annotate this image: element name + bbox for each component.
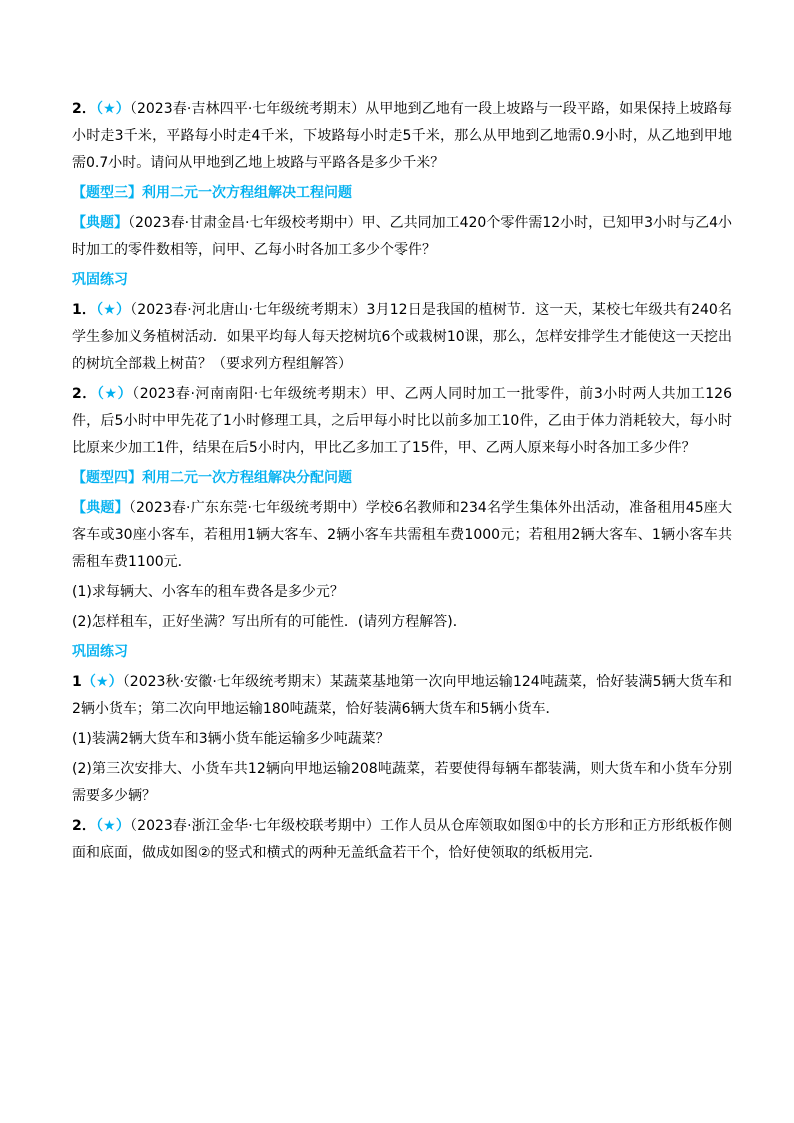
question-2-b [72, 381, 732, 462]
question-1-b [72, 297, 732, 378]
section-heading-type3: 【题型三】利用二元一次方程组解决工程问题 [72, 185, 352, 201]
question-source: （2023春·广东东莞·七年级统考期中） [128, 500, 366, 516]
sub-question: (1)求每辆大、小客车的租车费各是多少元？ [72, 584, 344, 600]
question-text: 某蔬菜基地第一次向甲地运输124吨蔬菜，恰好装满5辆大货车和2辆小货车；第二次向甲地运输180吨蔬菜，恰好装满6辆大货车和5辆小货车． [72, 674, 732, 717]
question-text: 学校6名教师和234名学生集体外出活动，准备租用45座大客车或30座小客车，若租用1辆大客车、2辆小客车共需租车费1000元；若租用2辆大客车、1辆小客车共需租车费1100元． [72, 500, 733, 570]
question-text: 甲、乙共同加工420个零件需12小时，已知甲3小时与乙4小时加工的零件数相等，问甲、乙每小时各加工多少个零件？ [72, 215, 733, 258]
question-source: （2023秋·安徽·七年级统考期末） [122, 674, 330, 690]
question-source: （2023春·河北唐山·七年级统考期末） [130, 302, 367, 318]
question-2-c [72, 813, 732, 867]
question-text: 从甲地到乙地有一段上坡路与一段平路，如果保持上坡路每小时走3千米，平路每小时走4千米，下坡路每小时走5千米，那么从甲地到乙地需0.9小时，从乙地到甲地需0.7小时。请问从甲地到乙地上坡路与平路各是多少千米？ [72, 101, 733, 171]
example-label: 【典题】 [72, 500, 129, 516]
difficulty-star: （★） [96, 386, 133, 402]
question-text: 工作人员从仓库领取如图①中的长方形和正方形纸板作侧面和底面，做成如图②的竖式和横式的两种无盖纸盒若干个，恰好使领取的纸板用完． [72, 818, 732, 861]
difficulty-star: （★） [81, 674, 123, 690]
sub-question: (1)装满2辆大货车和3辆小货车能运输多少吨蔬菜？ [72, 731, 390, 747]
question-source: （2023春·吉林四平·七年级统考期末） [129, 101, 366, 117]
question-2-a [72, 96, 732, 177]
question-1-c [72, 669, 732, 723]
question-source: （2023春·河南南阳·七年级统考期末） [132, 386, 376, 402]
question-number: 2． [72, 386, 97, 402]
difficulty-star: （★） [95, 101, 130, 117]
question-source: （2023春·浙江金华·七年级校联考期中） [130, 818, 381, 834]
example-problem-type3 [72, 210, 732, 264]
question-number: 1 [72, 674, 82, 690]
section-heading-type4: 【题型四】利用二元一次方程组解决分配问题 [72, 470, 352, 486]
difficulty-star: （★） [96, 302, 131, 318]
question-text: 3月12日是我国的植树节．这一天，某校七年级共有240名学生参加义务植树活动．如果平均每人每天挖树坑6个或栽树10课，那么，怎样安排学生才能使这一天挖出的树坑全部栽上树苗？（要求列方程组解答） [72, 302, 732, 372]
section-heading-practice-2: 巩固练习 [72, 644, 128, 660]
question-number: 2． [72, 101, 96, 117]
example-problem-type4 [72, 495, 732, 576]
sub-question: (2)第三次安排大、小货车共12辆向甲地运输208吨蔬菜，若要使得每辆车都装满，则大货车和小货车分别需要多少辆？ [72, 761, 732, 804]
document-content [72, 96, 732, 870]
question-number: 1． [72, 302, 97, 318]
question-source: （2023春·甘肃金昌·七年级校考期中） [128, 215, 362, 231]
question-number: 2． [72, 818, 97, 834]
sub-question: (2)怎样租车，正好坐满？写出所有的可能性．(请列方程解答)． [72, 614, 467, 630]
difficulty-star: （★） [96, 818, 131, 834]
example-label: 【典题】 [72, 215, 129, 231]
question-text: 甲、乙两人同时加工一批零件，前3小时两人共加工126件，后5小时中甲先花了1小时修理工具，之后甲每小时比以前多加工10件，乙由于体力消耗较大，每小时比原来少加工1件，结果在后5小时内，甲比乙多加工了15件，甲、乙两人原来每小时各加工多少件？ [72, 386, 732, 456]
section-heading-practice-1: 巩固练习 [72, 272, 128, 288]
